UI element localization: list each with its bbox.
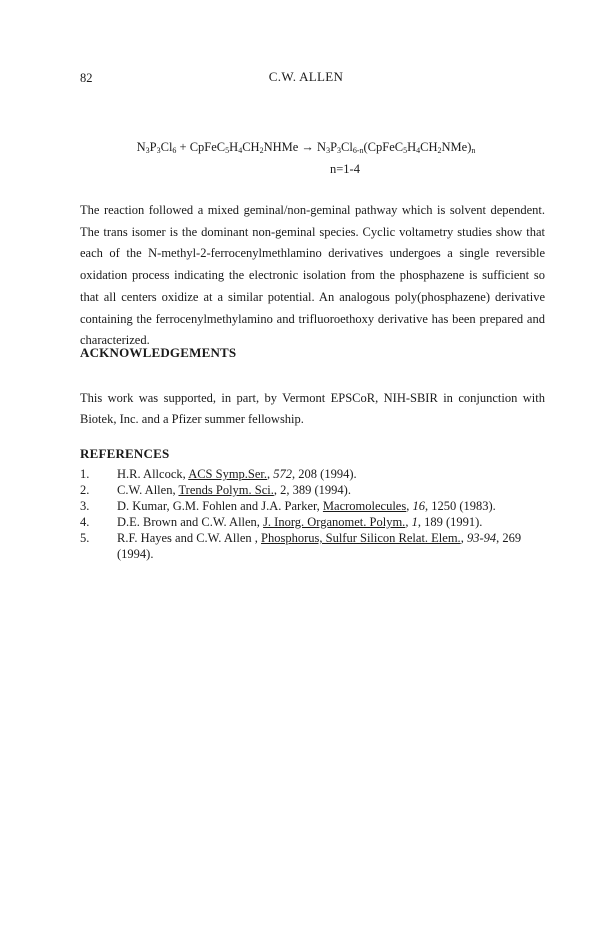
reference-pages: , 389 (1994).: [286, 483, 351, 497]
reference-pages: , 208 (1994).: [292, 467, 357, 481]
reference-journal: Trends Polym. Sci.: [178, 483, 274, 497]
eq-sub: 3: [326, 146, 331, 155]
reference-text: [117, 530, 550, 562]
reference-item: [80, 514, 550, 530]
reaction-equation: [0, 140, 612, 155]
reference-volume: 1: [411, 515, 418, 529]
eq-sub: 3: [156, 146, 161, 155]
body-paragraph: The reaction followed a mixed geminal/non-geminal pathway which is solvent dependent. The trans isomer is the dominant non-geminal species. Cyclic voltametry studies show that each of the N-methyl-2-ferrocenylmethlamino derivatives undergoes a single reversible oxidation process indicating the electronic isolation from the phosphazene is sufficient so that all centers oxidize at a similar potential. An analogous poly(phosphazene) derivative containing the ferrocenylmethylamino and trifluoroethoxy derivative has been prepared and characterized.: [80, 203, 545, 348]
page-number: 82: [80, 71, 93, 85]
reference-volume: 2: [280, 483, 287, 497]
reaction-arrow: →: [298, 140, 318, 154]
eq-text: Cl: [160, 140, 173, 154]
eq-text: CH: [242, 140, 260, 154]
eq-sub: 6-n: [352, 146, 364, 155]
eq-sub: n: [471, 146, 476, 155]
reference-sep: ,: [405, 515, 412, 529]
reference-number: 1.: [80, 467, 90, 481]
eq-sub: 4: [238, 146, 243, 155]
acknowledgements-heading: ACKNOWLEDGEMENTS: [80, 345, 237, 360]
eq-sub: 2: [437, 146, 442, 155]
reference-sep: ,: [267, 467, 274, 481]
reference-authors: H.R. Allcock,: [117, 467, 189, 481]
eq-sub: 5: [225, 146, 230, 155]
eq-text: + CpFeC: [176, 140, 226, 154]
reference-pages: , 269 (1994).: [117, 531, 522, 561]
reference-journal: J. Inorg. Organomet. Polym.: [263, 515, 406, 529]
reference-text: [117, 466, 550, 482]
acknowledgements-text: This work was supported, in part, by Vermont EPSCoR, NIH-SBIR in conjunction with Biotek, Inc. and a Pfizer summer fellowship.: [80, 391, 545, 426]
references-heading: REFERENCES: [80, 446, 170, 461]
reference-pages: , 189 (1991).: [417, 515, 483, 529]
reference-pages: , 1250 (1983).: [424, 499, 496, 513]
reference-item: [80, 466, 550, 482]
reference-sep: ,: [273, 483, 281, 497]
reference-number: 3.: [80, 499, 90, 513]
reference-text: [117, 498, 550, 514]
reference-item: [80, 498, 550, 514]
eq-text: CH: [420, 140, 438, 154]
reference-journal: ACS Symp.Ser.: [188, 467, 268, 481]
eq-sub: 5: [403, 146, 408, 155]
eq-text: NHMe: [263, 140, 299, 154]
eq-sub: 3: [337, 146, 342, 155]
eq-sub: 6: [172, 146, 177, 155]
reference-authors: C.W. Allen,: [117, 483, 179, 497]
eq-text: N: [317, 140, 327, 154]
reference-authors: R.F. Hayes and C.W. Allen ,: [117, 531, 262, 545]
reference-volume: 16: [412, 499, 425, 513]
reference-list: [80, 466, 550, 562]
eq-text: H: [229, 140, 239, 154]
equation-condition: n=1-4: [330, 162, 360, 176]
eq-text: H: [407, 140, 417, 154]
eq-sub: 4: [416, 146, 421, 155]
reference-authors: D.E. Brown and C.W. Allen,: [117, 515, 264, 529]
reference-volume: 572: [273, 467, 293, 481]
reference-number: 5.: [80, 531, 90, 545]
eq-text: P: [149, 140, 157, 154]
eq-text: N: [136, 140, 146, 154]
reference-number: 2.: [80, 483, 90, 497]
reference-sep: ,: [460, 531, 467, 545]
reference-text: [117, 482, 550, 498]
reference-volume: 93-94: [466, 531, 497, 545]
eq-text: Cl: [341, 140, 353, 154]
eq-sub: 3: [145, 146, 150, 155]
reference-sep: ,: [406, 499, 413, 513]
reference-authors: D. Kumar, G.M. Fohlen and J.A. Parker,: [117, 499, 323, 513]
reference-item: [80, 530, 550, 562]
running-head: C.W. ALLEN: [268, 69, 344, 84]
eq-text: (CpFeC: [363, 140, 404, 154]
reference-journal: Phosphorus, Sulfur Silicon Relat. Elem.: [261, 531, 461, 545]
reference-number: 4.: [80, 515, 90, 529]
reference-journal: Macromolecules: [322, 499, 407, 513]
eq-text: NMe): [441, 140, 472, 154]
eq-sub: 2: [259, 146, 264, 155]
reference-item: [80, 482, 550, 498]
reference-text: [117, 514, 550, 530]
eq-text: P: [330, 140, 338, 154]
